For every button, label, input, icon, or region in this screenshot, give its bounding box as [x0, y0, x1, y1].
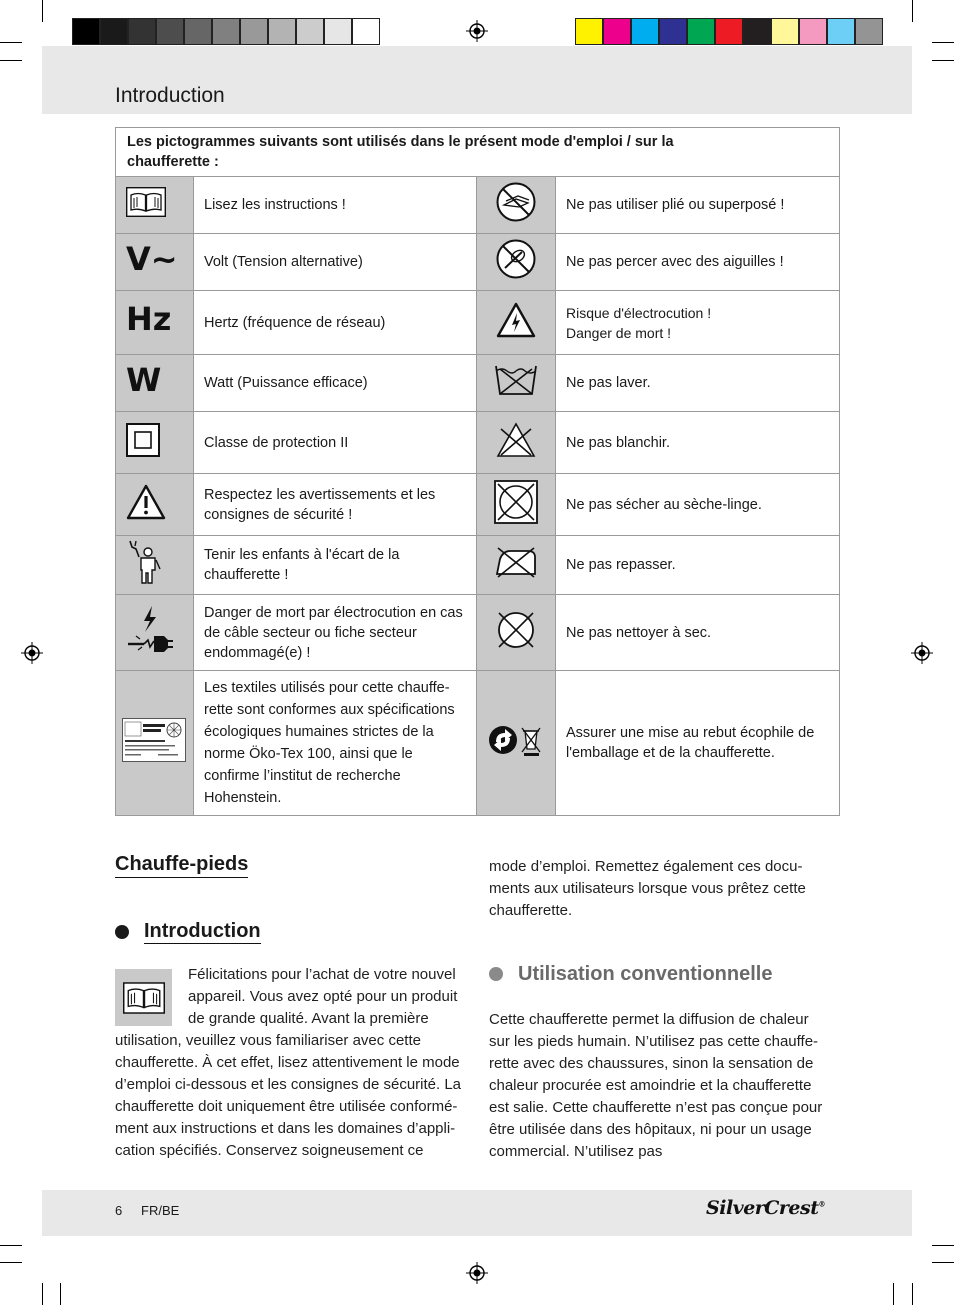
color-swatch: [855, 18, 883, 45]
hertz-symbol: Hz: [126, 300, 172, 338]
icon-cell: [116, 595, 194, 671]
icon-cell: [116, 412, 194, 474]
table-header-row: [116, 128, 840, 177]
language-code: FR/BE: [141, 1203, 180, 1218]
icon-cell: [477, 355, 556, 412]
table-cell-text: Hertz (fréquence de réseau): [194, 291, 477, 355]
gray-swatch: [212, 18, 240, 45]
oeko-tex-label-icon: [122, 718, 186, 762]
table-cell-text: Danger de mort par électrocution en cas de câble secteur ou fiche secteur endommagé(e) !: [194, 595, 477, 671]
registration-mark-icon: [911, 642, 933, 664]
gray-swatch: [72, 18, 100, 45]
table-cell-text: Watt (Puissance efficace): [194, 355, 477, 412]
crop-mark: [60, 1283, 61, 1305]
color-swatch: [631, 18, 659, 45]
crop-mark: [893, 1283, 894, 1305]
table-cell-text: Ne pas sécher au sèche-linge.: [556, 474, 840, 536]
warning-icon: [126, 484, 166, 520]
crop-mark: [0, 1262, 22, 1263]
damaged-cable-icon: [126, 604, 174, 656]
color-swatch: [827, 18, 855, 45]
table-row: [116, 177, 840, 234]
table-row: [116, 536, 840, 595]
registration-mark-icon: [466, 20, 488, 42]
recycling-icon: [487, 723, 545, 757]
table-heading: Les pictogrammes suivants sont utilisés dans le présent mode d'emploi / sur la chaufferette :: [116, 128, 840, 177]
table-cell-text: Ne pas repasser.: [556, 536, 840, 595]
table-cell-text: Ne pas blanchir.: [556, 412, 840, 474]
protection-class-icon: [126, 423, 160, 457]
table-row: [116, 595, 840, 671]
section-title: Chauffe-pieds: [115, 852, 248, 878]
table-cell-text: Ne pas laver.: [556, 355, 840, 412]
icon-cell: [116, 536, 194, 595]
table-cell-text: Les textiles utilisés pour cette chauffe-rette sont conformes aux spécifications écologiques humaines strictes de la norme Öko-Tex 100, ainsi que le confirme l’institut de recherche Hohenstein.: [194, 671, 477, 816]
registration-mark-icon: [466, 1262, 488, 1284]
gray-swatch: [100, 18, 128, 45]
gray-swatch: [268, 18, 296, 45]
table-row: [116, 355, 840, 412]
crop-mark: [912, 0, 913, 22]
usage-heading-label: Utilisation conventionnelle: [518, 963, 773, 985]
table-row: [116, 474, 840, 536]
gray-swatch: [184, 18, 212, 45]
icon-cell: [477, 234, 556, 291]
gray-swatch: [324, 18, 352, 45]
table-row: [116, 412, 840, 474]
table-cell-text: Risque d'électrocution ! Danger de mort !: [556, 291, 840, 355]
icon-cell: [116, 474, 194, 536]
table-cell-text: Assurer une mise au rebut écophile de l'emballage et de la chaufferette.: [556, 671, 840, 816]
gray-swatch: [128, 18, 156, 45]
icon-cell: [477, 177, 556, 234]
icon-cell: [116, 177, 194, 234]
intro-paragraph: Félicitations pour l’achat de votre nouvel appareil. Vous avez opté pour un produit de grande qualité. Avant la première utilisation, veuillez vous familiariser avec cette chaufferette. À cet effet, lisez attentivement le mode d’emploi ci-dessous et les consignes de sécurité. La chaufferette doit uniquement être utilisée conformé- ment aux instructions et dans les domaines d’appli- cation spécifiés. Conservez soigneusement ce: [115, 966, 462, 1159]
icon-cell: [116, 671, 194, 816]
volt-symbol: V~: [126, 239, 178, 278]
book-icon: [126, 187, 166, 217]
registration-mark-icon: [21, 642, 43, 664]
color-swatch: [603, 18, 631, 45]
page-title: Introduction: [115, 84, 225, 107]
crop-mark: [0, 1245, 22, 1246]
usage-paragraph: Cette chaufferette permet la diffusion de chaleur sur les pieds humain. N’utilisez pas cette chauffe- rette avec des chaussures, sinon la sensation de chaleur procurée est amoindrie et la chaufferette est salie. Cette chaufferette n’est pas conçue pour être utilisée dans des hôpitaux, ni pour un usage commercial. N’utilisez pas: [489, 1011, 823, 1160]
electric-hazard-icon: [496, 302, 536, 338]
crop-mark: [912, 1283, 913, 1305]
table-cell-text: Ne pas nettoyer à sec.: [556, 595, 840, 671]
no-tumble-dry-icon: [494, 480, 538, 524]
table-cell-text: Tenir les enfants à l'écart de la chaufferette !: [194, 536, 477, 595]
bullet-icon: [489, 967, 503, 981]
crop-mark: [932, 42, 954, 43]
icon-cell: [116, 234, 194, 291]
intro-heading: [115, 919, 261, 944]
no-needle-icon: [495, 238, 537, 280]
usage-heading: [489, 962, 772, 986]
table-cell-text: Classe de protection II: [194, 412, 477, 474]
gray-swatch: [156, 18, 184, 45]
no-bleach-icon: [495, 421, 537, 459]
icon-cell: [477, 474, 556, 536]
table-row: [116, 671, 840, 816]
color-swatch: [715, 18, 743, 45]
gray-swatch: [352, 18, 380, 45]
crop-mark: [932, 60, 954, 61]
table-cell-text: Ne pas utiliser plié ou superposé !: [556, 177, 840, 234]
table-row: [116, 234, 840, 291]
no-wash-icon: [494, 363, 538, 397]
gray-swatch: [296, 18, 324, 45]
color-swatch: [743, 18, 771, 45]
table-cell-text: Lisez les instructions !: [194, 177, 477, 234]
watt-symbol: W: [126, 360, 162, 399]
no-dry-clean-icon: [494, 608, 538, 652]
table-cell-text: Volt (Tension alternative): [194, 234, 477, 291]
pictogram-table: [115, 127, 840, 816]
color-swatch: [687, 18, 715, 45]
no-fold-icon: [495, 181, 537, 223]
crop-mark: [0, 42, 22, 43]
crop-mark: [932, 1245, 954, 1246]
child-warning-icon: [126, 539, 162, 585]
intro-heading-label: Introduction: [144, 920, 261, 942]
no-iron-icon: [494, 545, 538, 579]
color-swatch: [659, 18, 687, 45]
crop-mark: [42, 1283, 43, 1305]
page-number: 6: [115, 1203, 123, 1218]
crop-mark: [0, 60, 22, 61]
icon-cell: [477, 595, 556, 671]
bullet-icon: [115, 925, 129, 939]
crop-mark: [932, 1262, 954, 1263]
table-cell-text: Ne pas percer avec des aiguilles !: [556, 234, 840, 291]
icon-cell: [116, 291, 194, 355]
icon-cell: [116, 355, 194, 412]
table-cell-text: Respectez les avertissements et les consignes de sécurité !: [194, 474, 477, 536]
color-swatch: [575, 18, 603, 45]
brand-logo: SilverCrest®: [706, 1197, 825, 1219]
crop-mark: [42, 0, 43, 22]
table-row: [116, 291, 840, 355]
intro-paragraph-continued: mode d’emploi. Remettez également ces docu- ments aux utilisateurs lorsque vous prêtez cette chaufferette.: [489, 858, 806, 919]
color-swatch: [771, 18, 799, 45]
icon-cell: [477, 536, 556, 595]
gray-swatch: [240, 18, 268, 45]
icon-cell: [477, 412, 556, 474]
color-swatch: [799, 18, 827, 45]
icon-cell: [477, 671, 556, 816]
icon-cell: [477, 291, 556, 355]
